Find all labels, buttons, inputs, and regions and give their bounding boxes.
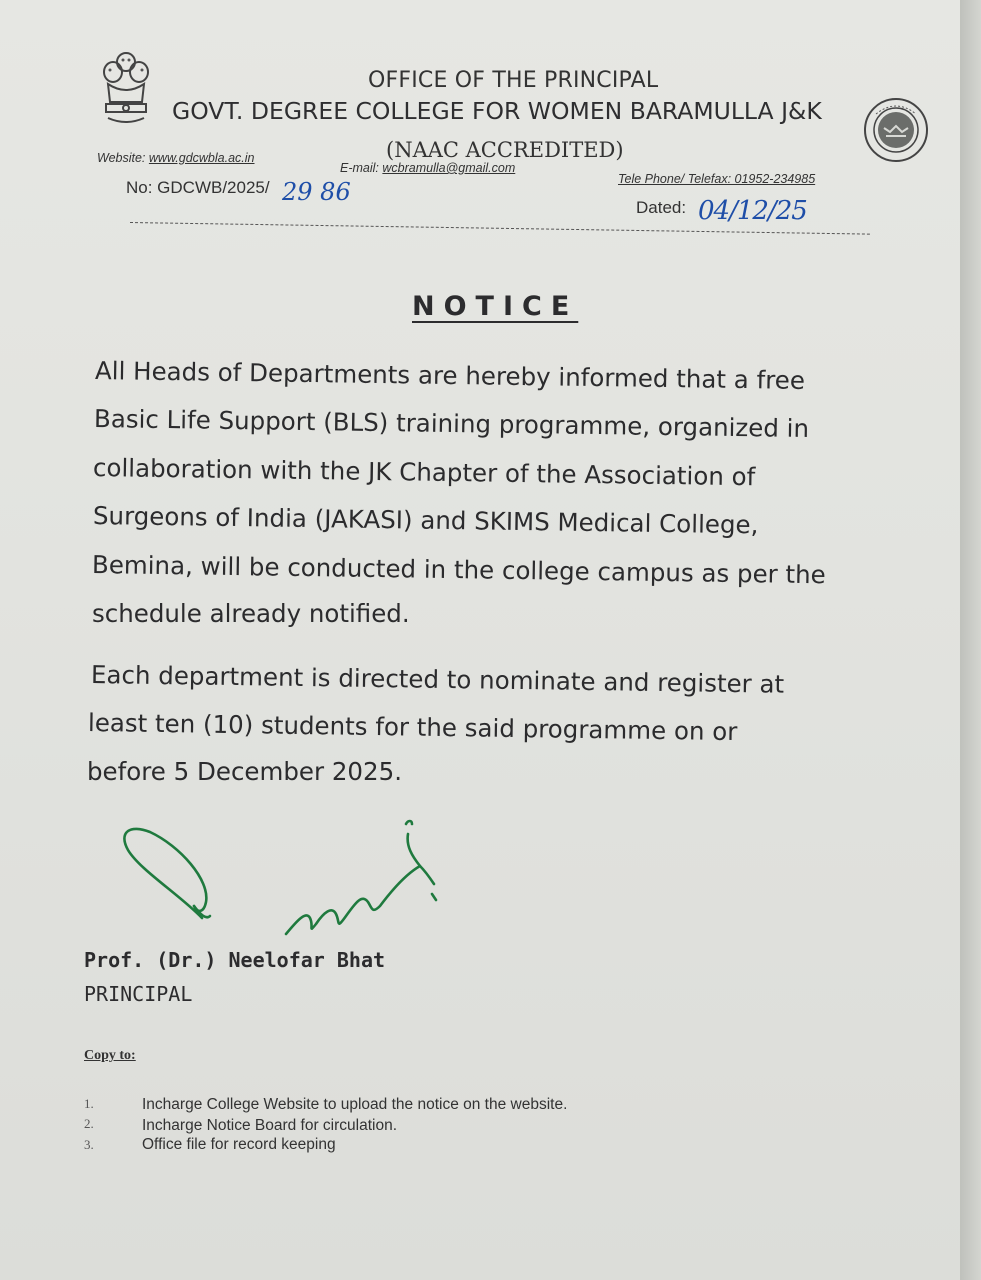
paragraph-line: Basic Life Support (BLS) training programme, organized in — [93, 404, 810, 443]
dated-label: Dated: — [636, 198, 687, 217]
website-link[interactable]: www.gdcwbla.ac.in — [148, 151, 255, 165]
paragraph-line: Surgeons of India (JAKASI) and SKIMS Medical College, — [92, 501, 759, 540]
copy-to-heading: Copy to: — [84, 1048, 136, 1063]
email-label: E-mail: — [340, 161, 379, 175]
copy-item-text: Office file for record keeping — [142, 1136, 336, 1153]
email-link[interactable]: wcbramulla@gmail.com — [382, 161, 516, 175]
paragraph-line: schedule already notified. — [92, 599, 410, 628]
copy-item-number: 1. — [84, 1096, 94, 1111]
paragraph-line: collaboration with the JK Chapter of the Association of — [92, 453, 756, 492]
copy-item-text: Incharge College Website to upload the notice on the website. — [142, 1096, 568, 1113]
signatory-name: Prof. (Dr.) Neelofar Bhat — [84, 948, 386, 972]
notice-title: NOTICE — [412, 291, 579, 322]
paragraph-line: Bemina, will be conducted in the college campus as per the — [91, 550, 826, 590]
college-name: GOVT. DEGREE COLLEGE FOR WOMEN BARAMULLA J&K — [172, 97, 822, 125]
paragraph-line: least ten (10) students for the said programme on or — [87, 708, 738, 747]
copy-item-text: Incharge Notice Board for circulation. — [142, 1117, 398, 1134]
college-seal-icon — [862, 96, 930, 164]
paper-edge — [960, 0, 981, 1280]
copy-item-number: 2. — [84, 1116, 94, 1131]
office-heading: OFFICE OF THE PRINCIPAL — [368, 68, 659, 93]
website-label: Website: — [97, 151, 146, 165]
phone-text: Tele Phone/ Telefax: 01952-234985 — [618, 172, 816, 186]
website-line — [97, 151, 255, 165]
reference-number-handwritten: 29 86 — [282, 178, 351, 206]
paragraph-line: Each department is directed to nominate and register at — [90, 660, 785, 699]
accreditation-label: (NAAC ACCREDITED) — [386, 138, 624, 162]
signature-mark — [110, 810, 450, 950]
paragraph-line: before 5 December 2025. — [87, 757, 402, 786]
dated-value-handwritten: 04/12/25 — [698, 196, 807, 226]
signatory-designation: PRINCIPAL — [84, 982, 193, 1006]
reference-label: No: GDCWB/2025/ — [126, 178, 270, 197]
paragraph-line: All Heads of Departments are hereby informed that a free — [94, 356, 806, 395]
copy-item-number: 3. — [84, 1137, 94, 1152]
national-emblem-icon — [98, 48, 154, 130]
phone-line — [618, 172, 815, 186]
email-line — [340, 161, 515, 175]
